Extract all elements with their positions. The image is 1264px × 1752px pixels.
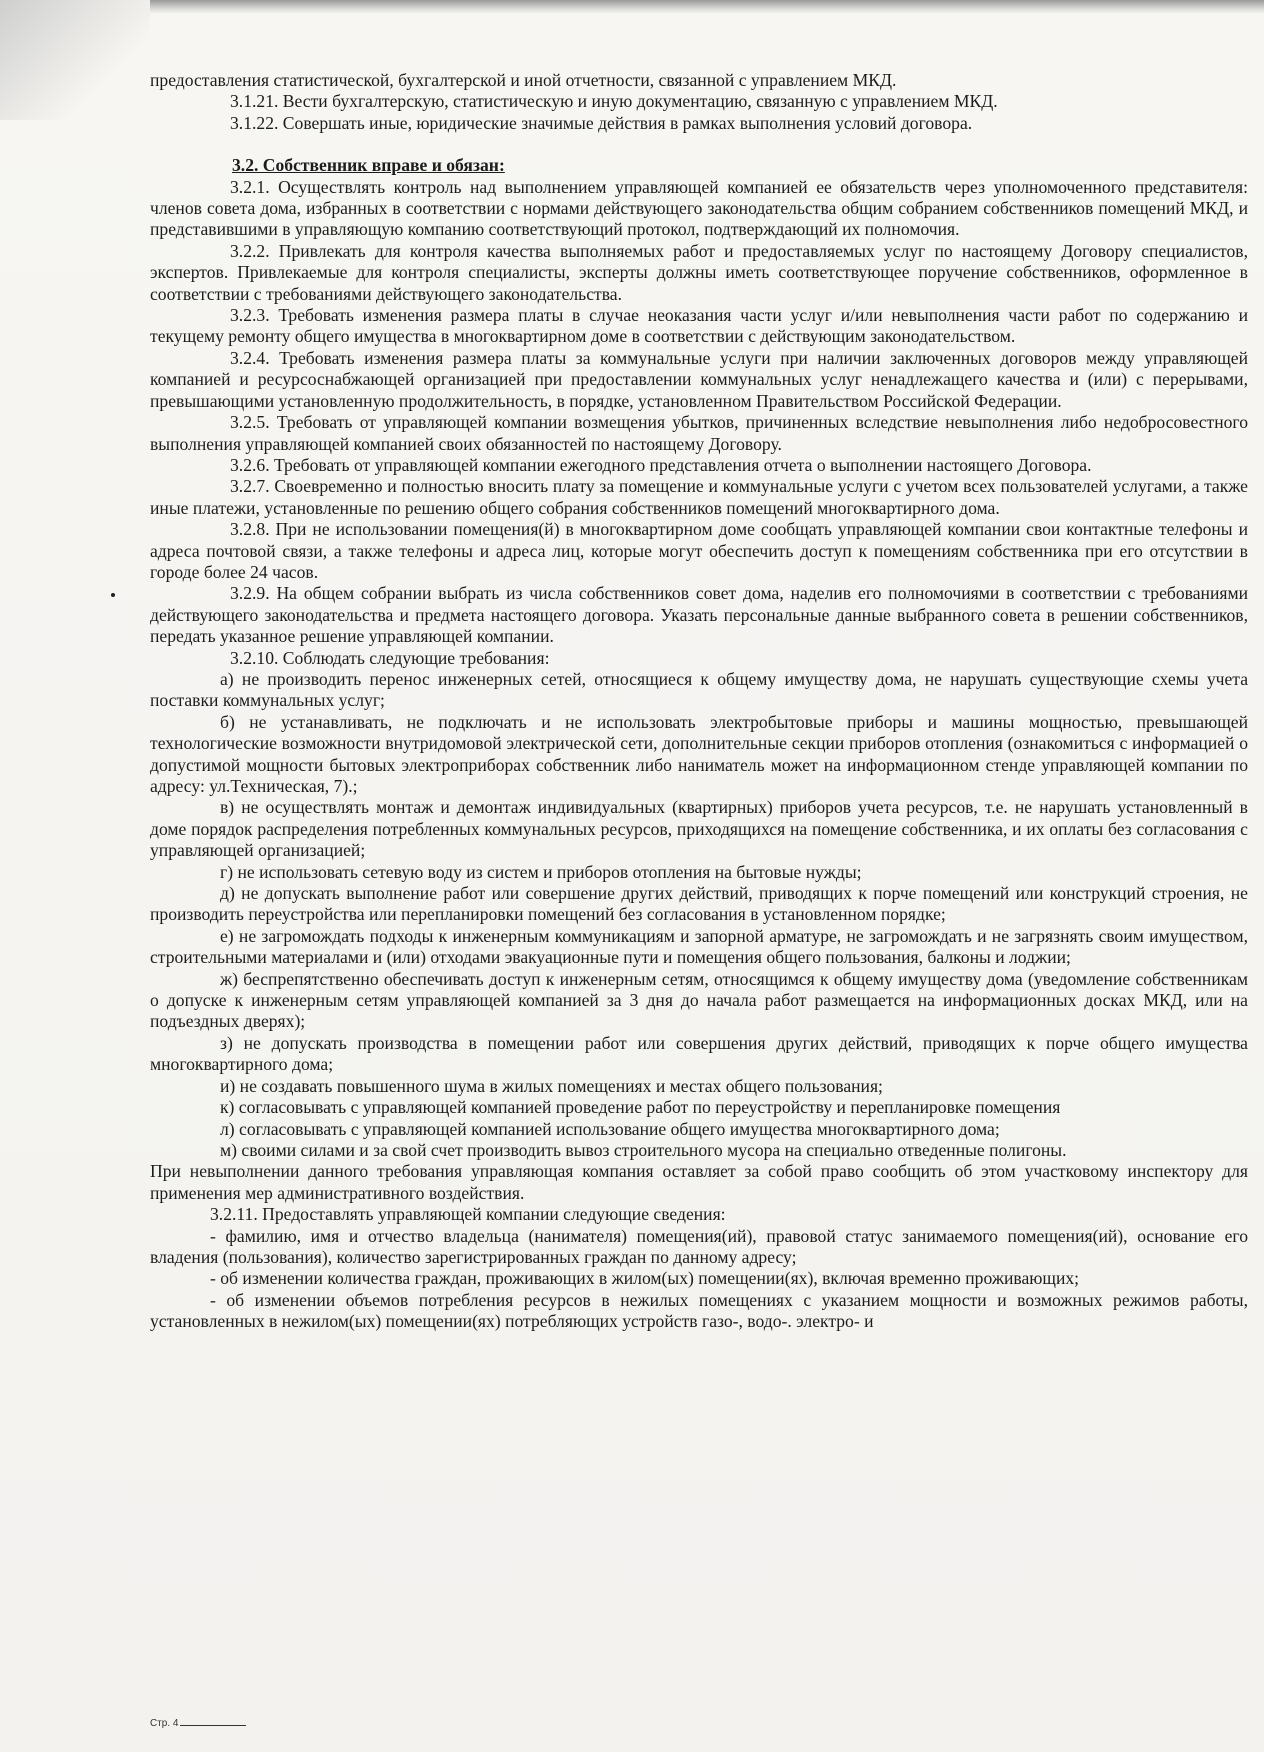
paragraph: з) не допускать производства в помещении работ или совершения других действий, приводящих к порче общего имущества многоквартирного дома; bbox=[150, 1032, 1248, 1075]
document-body bbox=[150, 70, 1248, 1333]
paragraph: д) не допускать выполнение работ или совершение других действий, приводящих к порче помещений или конструкций строения, не производить переустройства или перепланировки помещений без согласования в установленном порядке; bbox=[150, 883, 1248, 925]
paragraph: 3.2.2. Привлекать для контроля качества выполняемых работ и предоставляемых услуг по настоящему Договору специалистов, экспертов. Привлекаемые для контроля специалисты, эксперты должны иметь соответствующее поручение собственников, оформленное в соответствии с требованиями действующего законодательства. bbox=[150, 240, 1248, 304]
paragraph: 3.2.4. Требовать изменения размера платы за коммунальные услуги при наличии заключенных договоров между управляющей компанией и ресурсоснабжающей организацией при предоставлении коммунальных услуг ненадлежащего качества и (или) с перерывами, превышающими установленную продолжительность, в порядке, установленном Правительством Российской Федерации. bbox=[150, 347, 1248, 411]
paragraph: 3.2.3. Требовать изменения размера платы в случае неоказания части услуг и/или невыполнения части работ по содержанию и текущему ремонту общего имущества в многоквартирном доме в соответствии с действующим законодательством. bbox=[150, 305, 1248, 347]
paragraph: При невыполнении данного требования управляющая компания оставляет за собой право сообщить об этом участковому инспектору для применения мер административного воздействия. bbox=[150, 1161, 1248, 1203]
paragraph: л) согласовывать с управляющей компанией использование общего имущества многоквартирного дома; bbox=[220, 1118, 1000, 1139]
paragraph: а) не производить перенос инженерных сетей, относящиеся к общему имуществу дома, не нарушать существующие схемы учета поставки коммунальных услуг; bbox=[150, 668, 1248, 711]
paragraph: 3.2.7. Своевременно и полностью вносить плату за помещение и коммунальные услуги с учетом всех пользователей услугами, а также иные платежи, установленные по решению общего собрания собственников помещений многоквартирного дома. bbox=[150, 476, 1248, 518]
paragraph: 3.2.8. При не использовании помещения(й) в многоквартирном доме сообщать управляющей компании свои контактные телефоны и адреса почтовой связи, а также телефоны и адреса лиц, которые могут обеспечить доступ к помещениям собственника при его отсутствии в городе более 24 часов. bbox=[150, 519, 1248, 582]
scan-speck bbox=[111, 593, 115, 597]
paragraph: 3.1.22. Совершать иные, юридические значимые действия в рамках выполнения условий договора. bbox=[230, 112, 973, 133]
paragraph: и) не создавать повышенного шума в жилых помещениях и местах общего пользования; bbox=[220, 1075, 883, 1096]
paragraph: 3.2.9. На общем собрании выбрать из числа собственников совет дома, наделив его полномочиями в соответствии с требованиями действующего законодательства и предмета настоящего договора. Указать персональные данные выбранного совета в решении собственников, передать указанное решение управляющей компании. bbox=[150, 583, 1248, 647]
scan-shadow-corner bbox=[0, 0, 150, 120]
scan-shadow-top bbox=[150, 0, 1264, 14]
paragraph: 3.2.1. Осуществлять контроль над выполнением управляющей компанией ее обязательств через уполномоченного представителя: членов совета дома, избранных в соответствии с нормами действующего законодательства общим собранием собственников помещений МКД, и представившими в управляющую компанию соответствующий протокол, подтверждающий их полномочия. bbox=[150, 176, 1248, 240]
paragraph: м) своими силами и за свой счет производить вывоз строительного мусора на специально отведенные полигоны. bbox=[220, 1139, 1067, 1160]
paragraph: 3.2.11. Предоставлять управляющей компании следующие сведения: bbox=[210, 1204, 726, 1225]
page-footer bbox=[150, 1718, 246, 1729]
paragraph: в) не осуществлять монтаж и демонтаж индивидуальных (квартирных) приборов учета ресурсов, т.е. не нарушать установленный в доме порядок распределения потребленных коммунальных ресурсов, приходящихся на помещение собственника, и их оплаты без согласования с управляющей организацией; bbox=[150, 797, 1248, 861]
paragraph: 3.2.10. Соблюдать следующие требования: bbox=[230, 647, 550, 668]
page-number-label: Стр. 4 bbox=[150, 1718, 179, 1729]
paragraph: предоставления статистической, бухгалтерской и иной отчетности, связанной с управлением МКД. bbox=[150, 70, 897, 90]
paragraph: - об изменении количества граждан, проживающих в жилом(ых) помещении(ях), включая временно проживающих; bbox=[210, 1268, 1080, 1289]
paragraph: 3.1.21. Вести бухгалтерскую, статистическую и иную документацию, связанную с управлением МКД. bbox=[230, 91, 998, 112]
paragraph: 3.2.6. Требовать от управляющей компании ежегодного представления отчета о выполнении настоящего Договора. bbox=[230, 454, 1092, 475]
page-number-line bbox=[180, 1725, 246, 1726]
paragraph: б) не устанавливать, не подключать и не использовать электробытовые приборы и машины мощностью, превышающей технологические возможности внутридомовой электрической сети, дополнительные секции приборов отопления (ознакомиться с информацией о допустимой мощности бытовых электроприборах собственник либо наниматель может на информационном стенде управляющей компании по адресу: ул.Техническая, 7).; bbox=[150, 711, 1248, 796]
paragraph: - фамилию, имя и отчество владельца (нанимателя) помещения(ий), правовой статус занимаемого помещения(ий), основание его владения (пользования), количество зарегистрированных граждан по данному адресу; bbox=[150, 1225, 1248, 1267]
paragraph: ж) беспрепятственно обеспечивать доступ к инженерным сетям, относящимся к общему имуществу дома (уведомление собственникам о допуске к инженерным сетям управляющей компанией за 3 дня до начала работ размещается на информационных досках МКД, или на подъездных дверях); bbox=[150, 968, 1248, 1032]
paragraph: г) не использовать сетевую воду из систем и приборов отопления на бытовые нужды; bbox=[220, 861, 862, 882]
paragraph: к) согласовывать с управляющей компанией проведение работ по переустройству и перепланировке помещения bbox=[220, 1097, 1061, 1118]
paragraph: - об изменении объемов потребления ресурсов в нежилых помещениях с указанием мощности и возможных режимов работы, установленных в нежилом(ых) помещении(ях) потребляющих устройств газо-, водо-. электро- и bbox=[150, 1289, 1248, 1332]
paragraph: 3.2.5. Требовать от управляющей компании возмещения убытков, причиненных вследствие невыполнения либо недобросовестного выполнения управляющей компанией своих обязанностей по настоящему Договору. bbox=[150, 412, 1248, 454]
paragraph: е) не загромождать подходы к инженерным коммуникациям и запорной арматуре, не загромождать и не загрязнять своим имуществом, строительными материалами и (или) отходами эвакуационные пути и помещения общего пользования, балконы и лоджии; bbox=[150, 925, 1248, 968]
section-heading: 3.2. Собственник вправе и обязан: bbox=[232, 155, 505, 176]
